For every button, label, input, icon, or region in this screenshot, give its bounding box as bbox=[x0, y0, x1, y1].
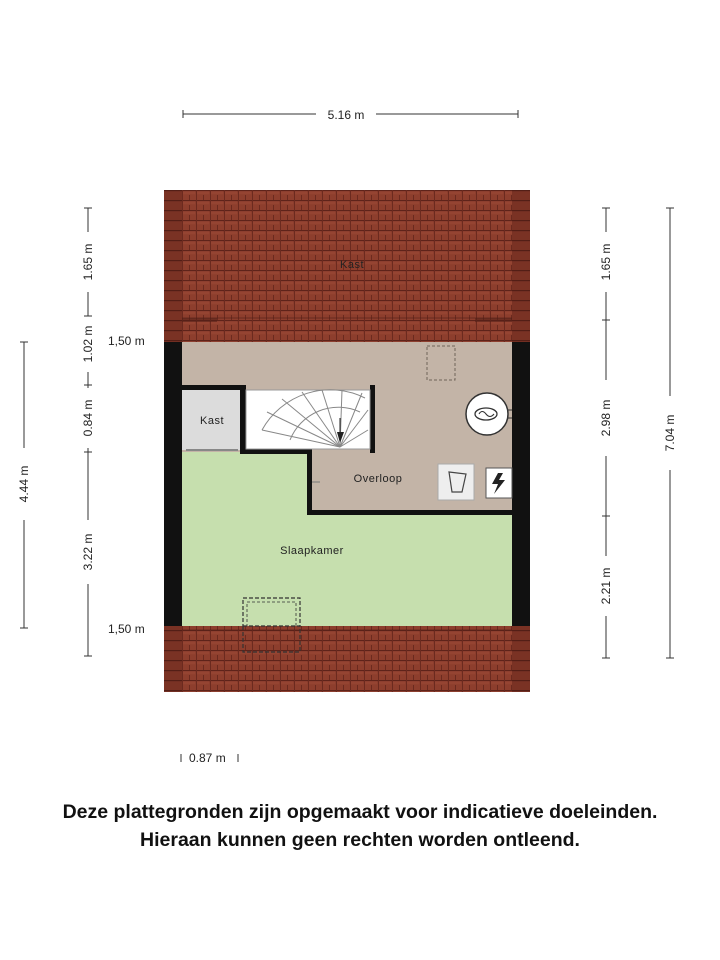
dimension-left-mid1-label: 1.02 m bbox=[81, 325, 95, 363]
dimension-bottom-small-label: 0.87 m bbox=[189, 751, 226, 765]
dimension-bottom-small bbox=[181, 751, 238, 765]
dimension-left-outer bbox=[17, 342, 31, 628]
height-label-top: 1,50 m bbox=[108, 334, 145, 348]
staircase bbox=[246, 390, 370, 449]
dimension-left-chain bbox=[81, 208, 95, 656]
dimension-left-outer-label: 4.44 m bbox=[17, 465, 31, 503]
dimension-right-chain bbox=[599, 208, 613, 658]
wall-left bbox=[164, 342, 182, 630]
slaapkamer-floor-main bbox=[182, 514, 512, 630]
roof-bottom bbox=[164, 626, 530, 692]
dimension-right-outer-label: 7.04 m bbox=[663, 414, 677, 452]
room-label-kast-small: Kast bbox=[199, 415, 225, 427]
disclaimer-line-1: Deze plattegronden zijn opgemaakt voor indicatieve doeleinden. bbox=[62, 801, 658, 823]
wall-right bbox=[512, 342, 530, 630]
disclaimer-line-2: Hieraan kunnen geen rechten worden ontleend. bbox=[140, 829, 580, 851]
dimension-right-outer bbox=[663, 208, 677, 658]
room-label-slaapkamer: Slaapkamer bbox=[280, 545, 344, 557]
room-label-overloop: Overloop bbox=[353, 473, 403, 485]
electric-meter-icon bbox=[486, 468, 512, 498]
height-label-bottom: 1,50 m bbox=[108, 622, 145, 636]
heater-icon bbox=[438, 464, 474, 500]
disclaimer bbox=[0, 798, 720, 854]
dimension-left-mid2-label: 0.84 m bbox=[81, 399, 95, 437]
dimension-right-bottom-label: 2.21 m bbox=[599, 567, 613, 605]
room-label-kast-roof: Kast bbox=[339, 259, 365, 271]
dimension-top-width-label: 5.16 m bbox=[327, 108, 365, 122]
dimension-top-width bbox=[183, 108, 518, 122]
dimension-right-top-label: 1.65 m bbox=[599, 243, 613, 281]
dimension-left-top-label: 1.65 m bbox=[81, 243, 95, 281]
dimension-right-mid-label: 2.98 m bbox=[599, 399, 613, 437]
dimension-left-bottom-label: 3.22 m bbox=[81, 533, 95, 571]
